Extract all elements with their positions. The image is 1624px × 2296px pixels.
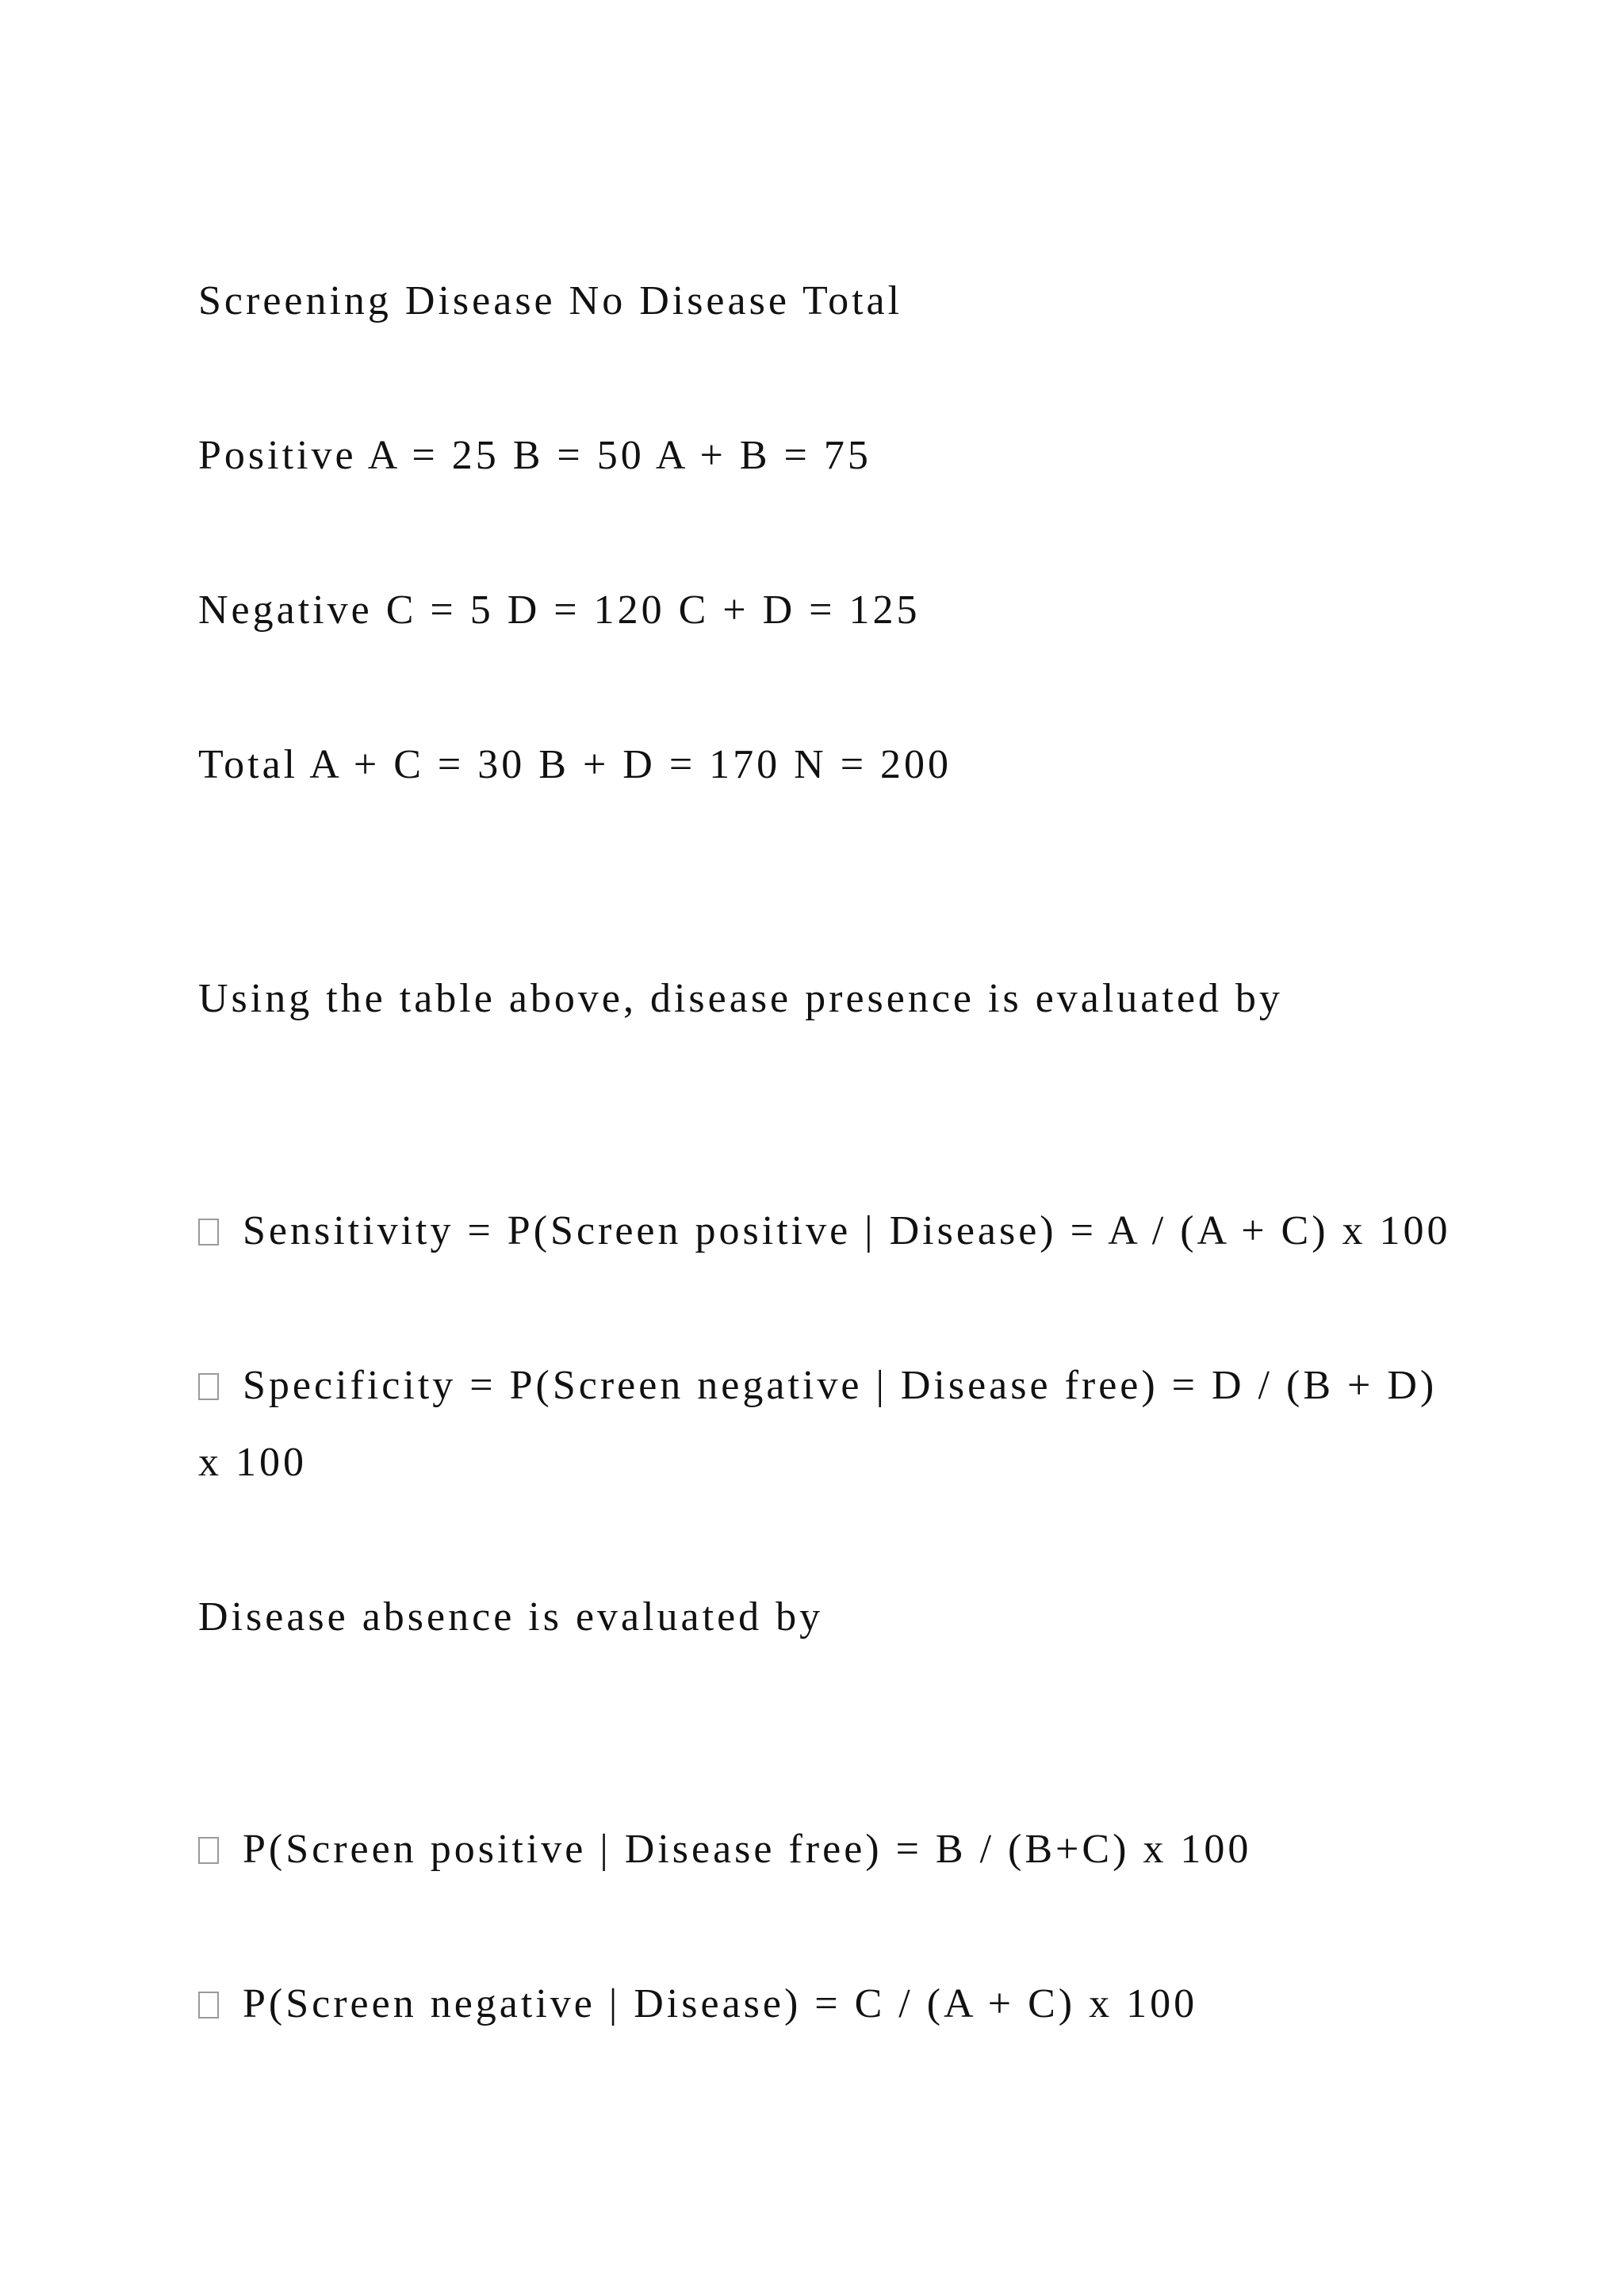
false-negative-item (198, 1980, 1197, 2028)
sensitivity-item (198, 1207, 1451, 1255)
table-row-negative: Negative C = 5 D = 120 C + D = 125 (198, 587, 921, 633)
absence-intro: Disease absence is evaluated by (198, 1594, 824, 1640)
sensitivity-text: Sensitivity = P(Screen positive | Disease) = A / (A + C) x 100 (243, 1208, 1451, 1253)
false-positive-text: P(Screen positive | Disease free) = B / (B+C) x 100 (243, 1827, 1252, 1872)
presence-intro: Using the table above, disease presence is evaluated by (198, 976, 1283, 1021)
bullet-box-icon (198, 1837, 219, 1864)
bullet-box-icon (198, 1992, 219, 2019)
bullet-box-icon (198, 1373, 219, 1400)
table-row-total: Total A + C = 30 B + D = 170 N = 200 (198, 742, 952, 787)
table-header-row: Screening Disease No Disease Total (198, 278, 903, 323)
specificity-text: Specificity = P(Screen negative | Disease free) = D / (B + D) (243, 1363, 1438, 1408)
bullet-box-icon (198, 1219, 219, 1246)
false-negative-text: P(Screen negative | Disease) = C / (A + C) x 100 (243, 1981, 1198, 2026)
false-positive-item (198, 1826, 1251, 1873)
specificity-continuation: x 100 (198, 1440, 307, 1485)
table-row-positive: Positive A = 25 B = 50 A + B = 75 (198, 433, 871, 478)
specificity-item (198, 1362, 1437, 1410)
